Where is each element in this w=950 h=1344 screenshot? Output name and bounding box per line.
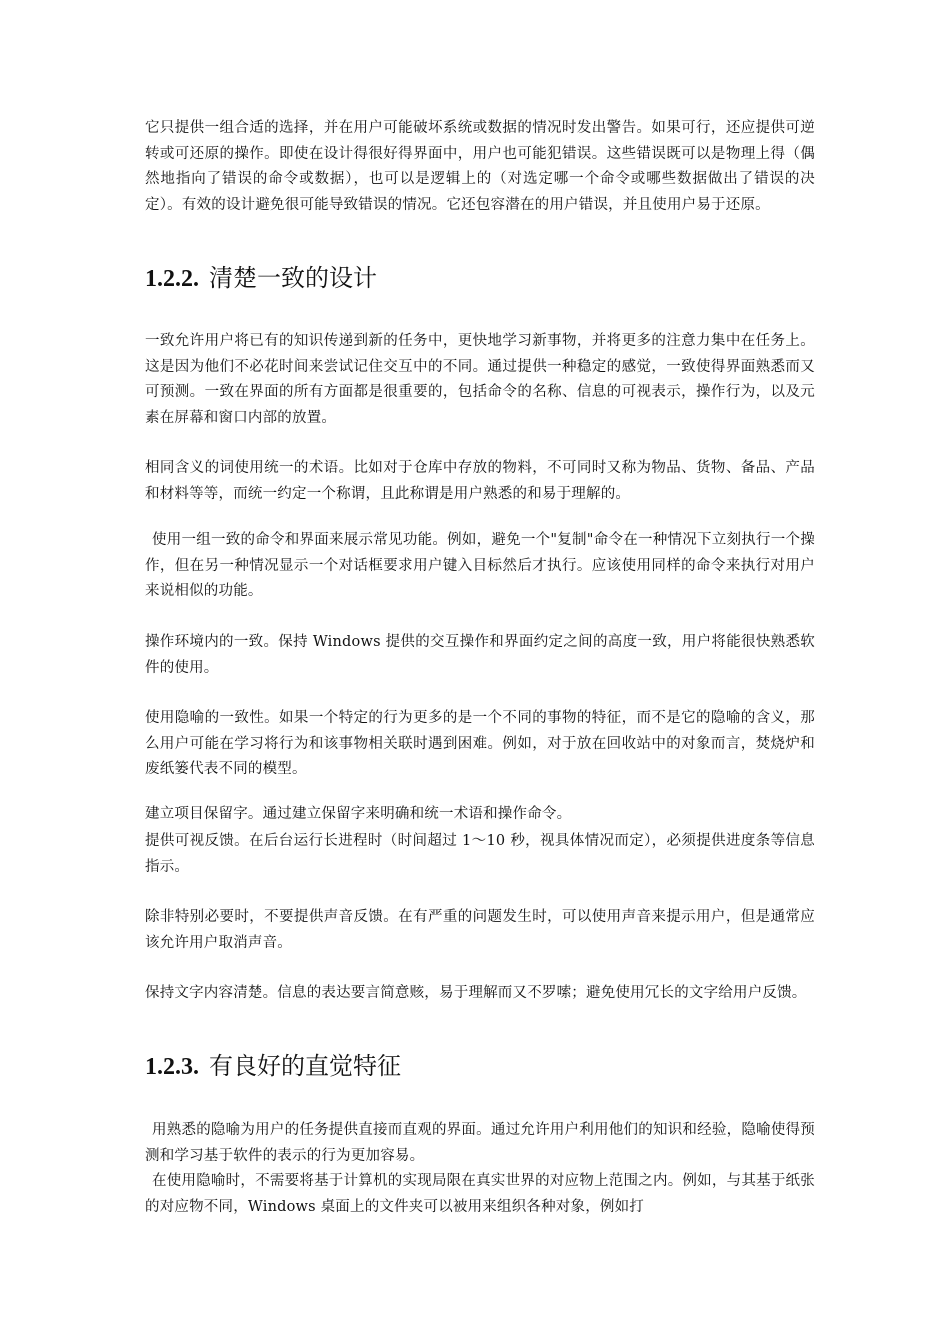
paragraph-consistency: 一致允许用户将已有的知识传递到新的任务中，更快地学习新事物，并将更多的注意力集中在任务上。这是因为他们不必花时间来尝试记住交互中的不同。通过提供一种稳定的感觉，一致使得界面熟悉而又可预测。一致在界面的所有方面都是很重要的，包括命令的名称、信息的可视表示，操作行为，以及元素在屏幕和窗口内部的放置。 <box>145 333 815 426</box>
paragraph-environment: 操作环境内的一致。保持 Windows 提供的交互操作和界面约定之间的高度一致，用户将能很快熟悉软件的使用。 <box>145 634 815 676</box>
section-title: 有良好的直觉特征 <box>209 1052 401 1080</box>
paragraph-sound-feedback: 除非特别必要时，不要提供声音反馈。在有严重的问题发生时，可以使用声音来提示用户，但是通常应该允许用户取消声音。 <box>145 909 815 951</box>
paragraph-terminology: 相同含义的词使用统一的术语。比如对于仓库中存放的物料，不可同时又称为物品、货物、备品、产品和材料等等，而统一约定一个称谓，且此称谓是用户熟悉的和易于理解的。 <box>145 460 815 502</box>
section-title: 清楚一致的设计 <box>209 264 377 292</box>
paragraph-metaphor: 使用隐喻的一致性。如果一个特定的行为更多的是一个不同的事物的特征，而不是它的隐喻的含义，那么用户可能在学习将行为和该事物相关联时遇到困难。例如，对于放在回收站中的对象而言，焚烧炉和废纸篓代表不同的模型。 <box>145 710 815 777</box>
intro-paragraph: 它只提供一组合适的选择，并在用户可能破坏系统或数据的情况时发出警告。如果可行，还应提供可逆转或可还原的操作。即使在设计得很好得界面中，用户也可能犯错误。这些错误既可以是物理上得（偶然地指向了错误的命令或数据），也可以是逻辑上的（对选定哪一个命令或哪些数据做出了错误的决定）。有效的设计避免很可能导致错误的情况。它还包容潜在的用户错误，并且使用户易于还原。 <box>145 120 815 213</box>
section-number: 1.2.2. <box>145 266 199 292</box>
section-number: 1.2.3. <box>145 1054 199 1080</box>
paragraph-commands: 使用一组一致的命令和界面来展示常见功能。例如，避免一个"复制"命令在一种情况下立刻执行一个操作，但在另一种情况显示一个对话框要求用户键入目标然后才执行。应该使用同样的命令来执行对用户来说相似的功能。 <box>145 532 815 599</box>
paragraph-reserved-words: 建立项目保留字。通过建立保留字来明确和统一术语和操作命令。 <box>145 806 572 822</box>
paragraph-clear-text: 保持文字内容清楚。信息的表达要言简意赅，易于理解而又不罗嗦；避免使用冗长的文字给用户反馈。 <box>145 985 807 1001</box>
paragraph-metaphor-usage: 在使用隐喻时，不需要将基于计算机的实现局限在真实世界的对应物上范围之内。例如，与其基于纸张的对应物不同，Windows 桌面上的文件夹可以被用来组织各种对象，例如打 <box>145 1173 815 1215</box>
section-heading-1-2-2 <box>145 262 377 295</box>
paragraph-visual-feedback: 提供可视反馈。在后台运行长进程时（时间超过 1～10 秒，视具体情况而定），必须提供进度条等信息指示。 <box>145 833 815 875</box>
section-heading-1-2-3 <box>145 1050 401 1083</box>
paragraph-familiar-metaphors: 用熟悉的隐喻为用户的任务提供直接而直观的界面。通过允许用户利用他们的知识和经验，隐喻使得预测和学习基于软件的表示的行为更加容易。 <box>145 1122 815 1164</box>
